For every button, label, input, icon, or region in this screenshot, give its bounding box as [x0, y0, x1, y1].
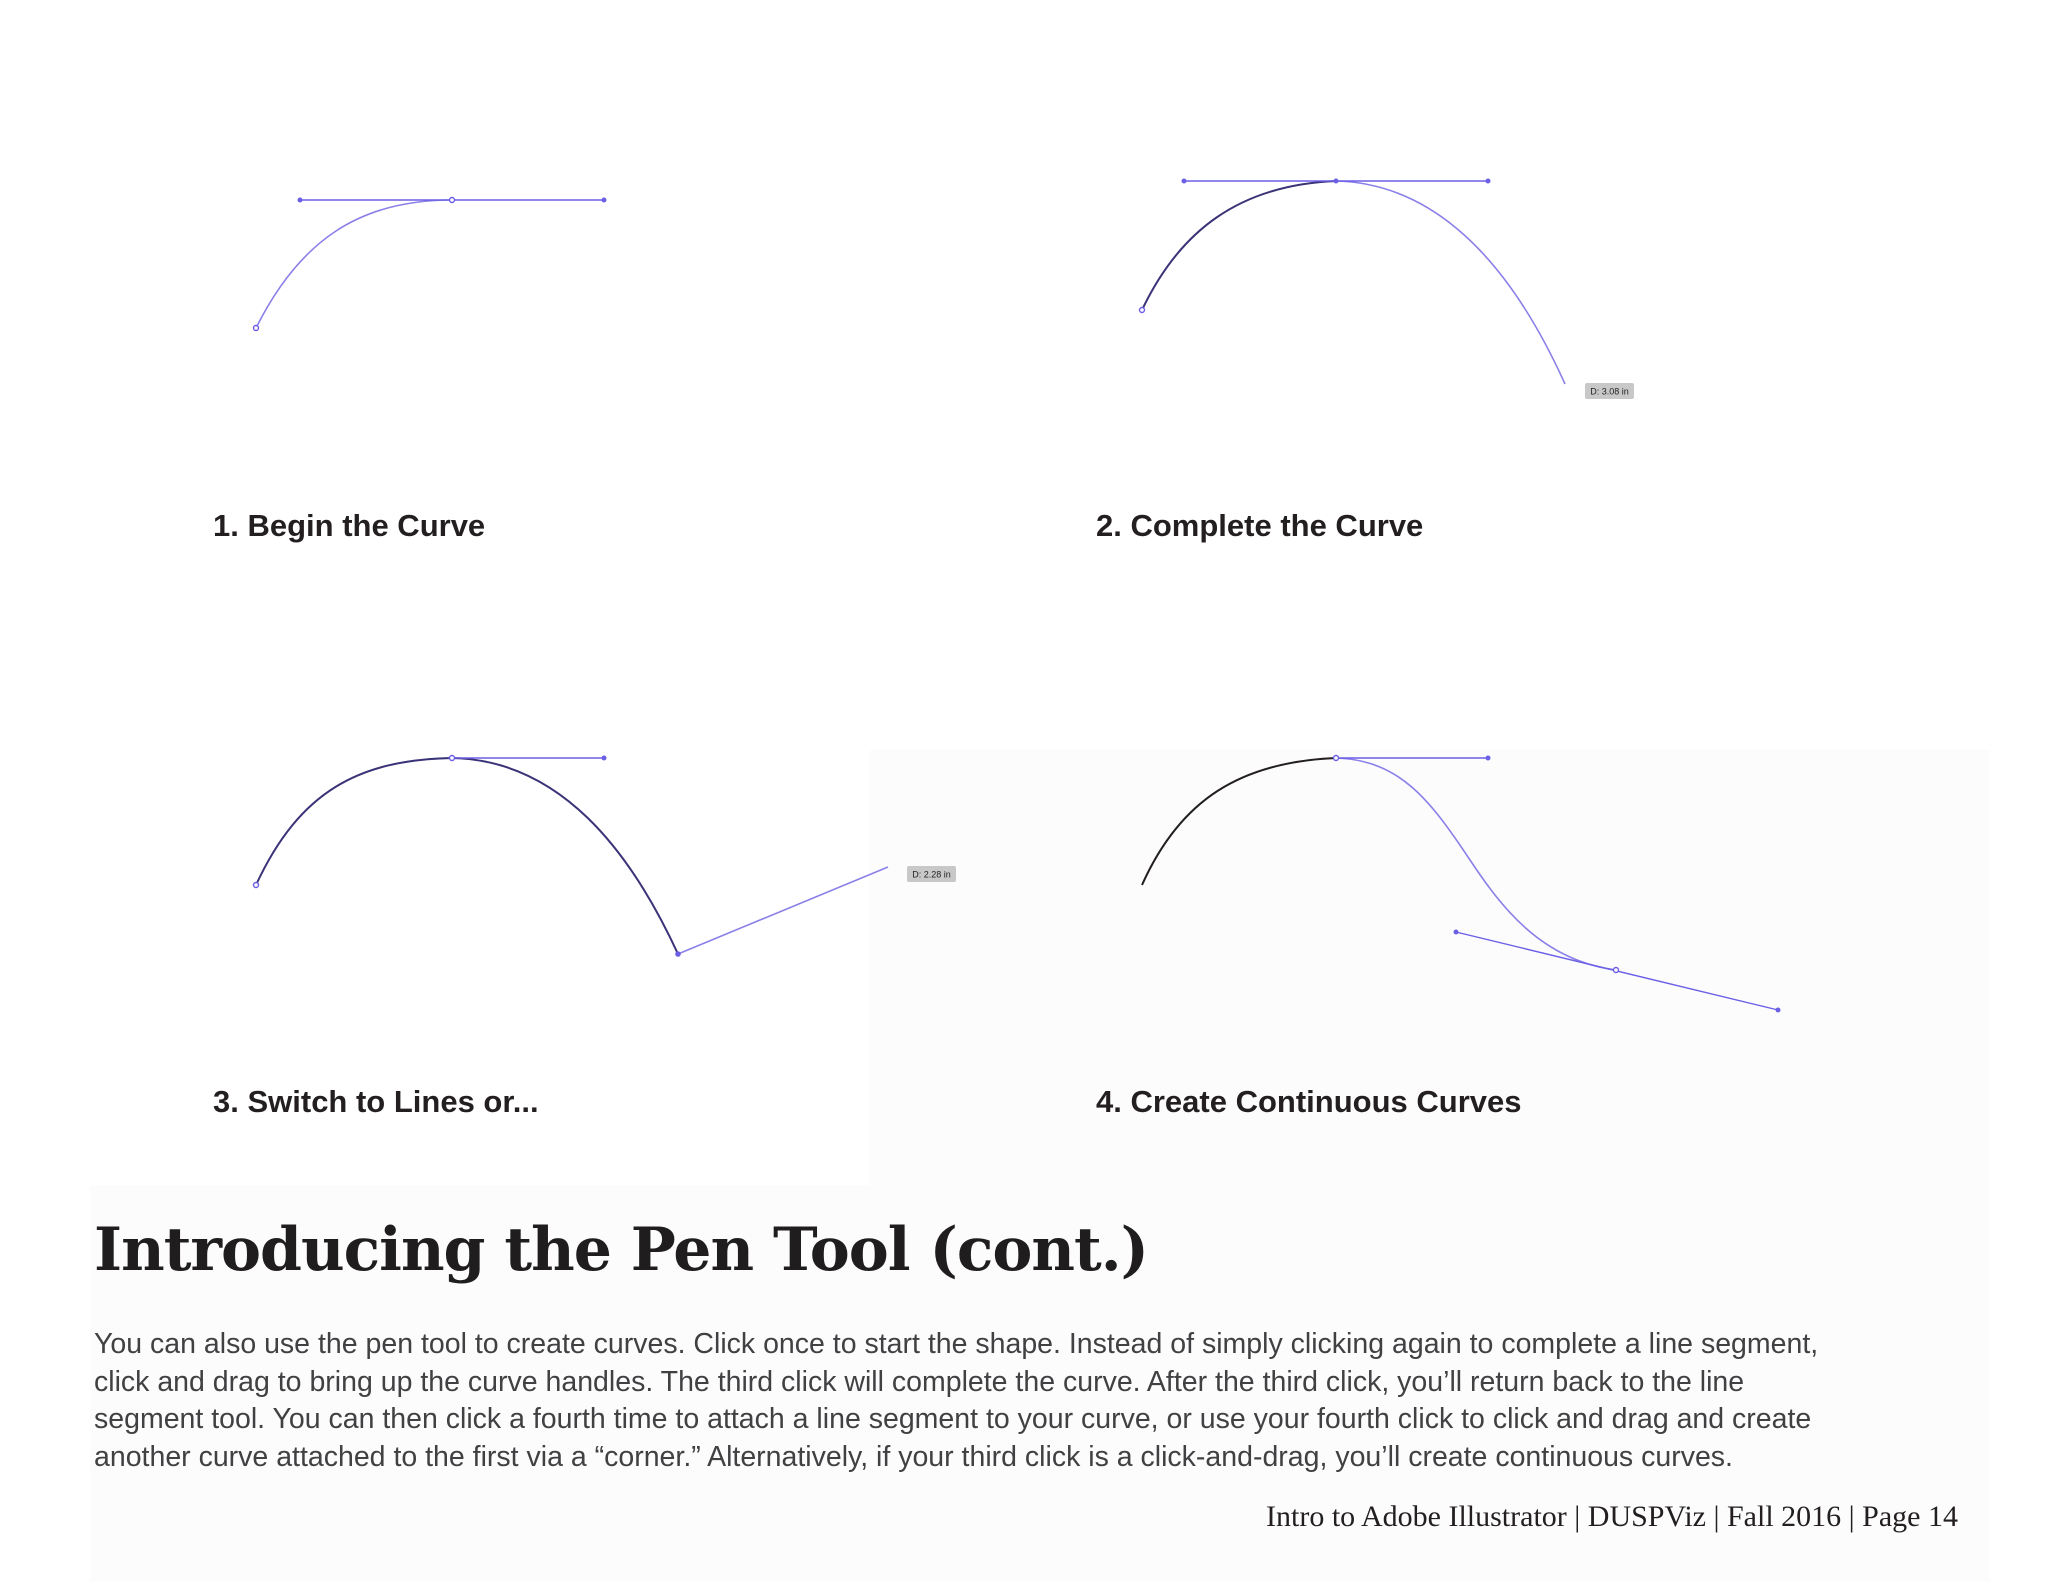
step2-anchor-top — [1334, 179, 1339, 184]
step4-anchor-top — [1334, 756, 1339, 761]
step4-illustration — [1142, 756, 1781, 1013]
caption-step4: 4. Create Continuous Curves — [1096, 1084, 1522, 1119]
body-line-3: segment tool. You can then click a fourth time to attach a line segment to your curve, or use your fourth click to click and drag and create — [94, 1403, 1812, 1435]
step3-anchor-start — [254, 883, 259, 888]
step2-anchor-start — [1140, 308, 1145, 313]
step2-handle-right — [1486, 179, 1491, 184]
body-paragraph — [94, 1326, 1974, 1476]
step3-curve — [256, 758, 678, 954]
step2-curve-light — [1336, 181, 1565, 384]
step1-illustration — [254, 198, 607, 331]
step4-anchor-bottom — [1614, 968, 1619, 973]
step2-distance-tooltip: D: 3.08 in — [1590, 386, 1629, 397]
step1-anchor-top — [450, 198, 455, 203]
step3-handle-right — [602, 756, 607, 761]
step4-curve-light — [1336, 758, 1616, 970]
body-line-4: another curve attached to the first via a “corner.” Alternatively, if your third click is a click-and-drag, you’ll create continuous curves. — [94, 1440, 1733, 1473]
step1-handle-left — [298, 198, 303, 203]
step2-handle-left — [1182, 179, 1187, 184]
step3-distance-tooltip: D: 2.28 in — [912, 869, 951, 880]
step3-anchor-top — [450, 756, 455, 761]
caption-step3: 3. Switch to Lines or... — [213, 1084, 539, 1119]
step1-handle-right — [602, 198, 607, 203]
step4-handle-bottom-right — [1776, 1008, 1781, 1013]
step3-segment-line — [678, 867, 888, 954]
body-line-1: You can also use the pen tool to create curves. Click once to start the shape. Instead of simply clicking again to complete a line segment, — [94, 1328, 1819, 1360]
step4-handle-bottom-left — [1454, 930, 1459, 935]
step4-curve-dark — [1142, 758, 1336, 885]
step4-handle-right — [1486, 756, 1491, 761]
step2-curve-dark — [1142, 181, 1336, 310]
step2-illustration — [1140, 179, 1635, 400]
step3-illustration — [254, 756, 957, 957]
body-line-2: click and drag to bring up the curve handles. The third click will complete the curve. After the third click, you’ll return back to the line — [94, 1365, 1745, 1398]
step1-curve — [256, 200, 452, 328]
caption-step2: 2. Complete the Curve — [1096, 508, 1424, 543]
page-title: Introducing the Pen Tool (cont.) — [94, 1215, 1149, 1285]
page-footer: Intro to Adobe Illustrator | DUSPViz | Fall 2016 | Page 14 — [1266, 1500, 1958, 1533]
caption-step1: 1. Begin the Curve — [213, 508, 486, 543]
step1-anchor-start — [254, 326, 259, 331]
step3-anchor-end — [675, 951, 681, 957]
